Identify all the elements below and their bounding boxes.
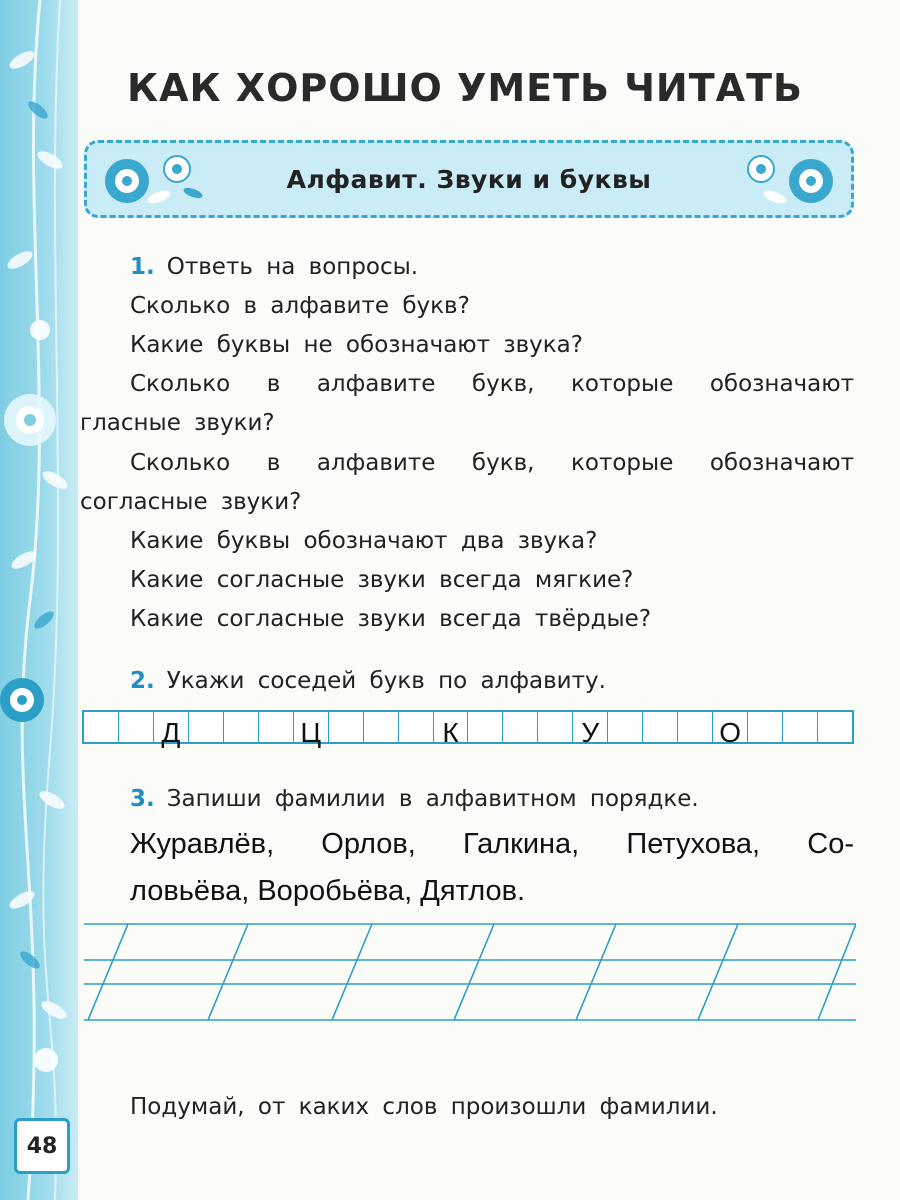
- question-2: Какие буквы не обозначают звука?: [130, 332, 583, 358]
- task3-text: Запиши фамилии в алфавитном порядке.: [166, 786, 699, 812]
- letter-cell[interactable]: [224, 712, 259, 742]
- task1-heading: [130, 254, 418, 280]
- task1-intro: Ответь на вопросы.: [166, 254, 419, 280]
- letter-cell[interactable]: [259, 712, 294, 742]
- letter-cell: Ц: [294, 712, 329, 742]
- letter-cell[interactable]: [678, 712, 713, 742]
- letter-cell[interactable]: [468, 712, 503, 742]
- task1-number: 1.: [130, 254, 155, 280]
- footer-prompt: Подумай, от каких слов произошли фамилии.: [130, 1094, 718, 1120]
- letter-cell: У: [573, 712, 608, 742]
- question-6: Какие согласные звуки всегда мягкие?: [130, 567, 634, 593]
- task2-text: Укажи соседей букв по алфавиту.: [166, 668, 606, 694]
- letter-cell[interactable]: [538, 712, 573, 742]
- question-1: Сколько в алфавите букв?: [130, 293, 470, 319]
- question-4-line-2: согласные звуки?: [80, 489, 302, 515]
- question-3-line-2: гласные звуки?: [80, 410, 275, 436]
- letter-cell[interactable]: [503, 712, 538, 742]
- letter-cell[interactable]: [329, 712, 364, 742]
- task3-number: 3.: [130, 786, 155, 812]
- task2-number: 2.: [130, 668, 155, 694]
- letter-cell[interactable]: [608, 712, 643, 742]
- letter-cell[interactable]: [119, 712, 154, 742]
- decorative-side-strip: [0, 0, 78, 1200]
- letter-cell[interactable]: [364, 712, 399, 742]
- letter-cell[interactable]: [399, 712, 434, 742]
- question-4-line-1: Сколько в алфавите букв, которые обозначают: [130, 450, 854, 476]
- letter-cell: О: [713, 712, 748, 742]
- alphabet-letter-row: [82, 710, 854, 748]
- question-3-line-1: Сколько в алфавите букв, которые обозначают: [130, 371, 854, 397]
- letter-cell[interactable]: [189, 712, 224, 742]
- letter-cell[interactable]: [748, 712, 783, 742]
- flower-icon: [735, 147, 845, 213]
- floral-strip-illustration: [0, 0, 78, 1200]
- question-7: Какие согласные звуки всегда твёрдые?: [130, 606, 652, 632]
- letter-cell[interactable]: [84, 712, 119, 742]
- task2-heading: [130, 668, 606, 694]
- letter-cell[interactable]: [783, 712, 818, 742]
- page-title: КАК ХОРОШО УМЕТЬ ЧИТАТЬ: [127, 66, 803, 110]
- letter-cell: К: [434, 712, 469, 742]
- letter-cell: Д: [154, 712, 189, 742]
- section-banner: [84, 140, 854, 218]
- section-title: Алфавит. Звуки и буквы: [286, 165, 652, 194]
- page-number: 48: [14, 1118, 70, 1174]
- surnames-line-1: Журавлёв, Орлов, Галкина, Петухова, Со-: [130, 828, 854, 860]
- handwriting-lines[interactable]: [84, 918, 856, 1038]
- question-5: Какие буквы обозначают два звука?: [130, 528, 598, 554]
- letter-cell[interactable]: [818, 712, 852, 742]
- letter-cell[interactable]: [643, 712, 678, 742]
- surnames-line-2: ловьёва, Воробьёва, Дятлов.: [130, 875, 526, 907]
- task3-heading: [130, 786, 699, 812]
